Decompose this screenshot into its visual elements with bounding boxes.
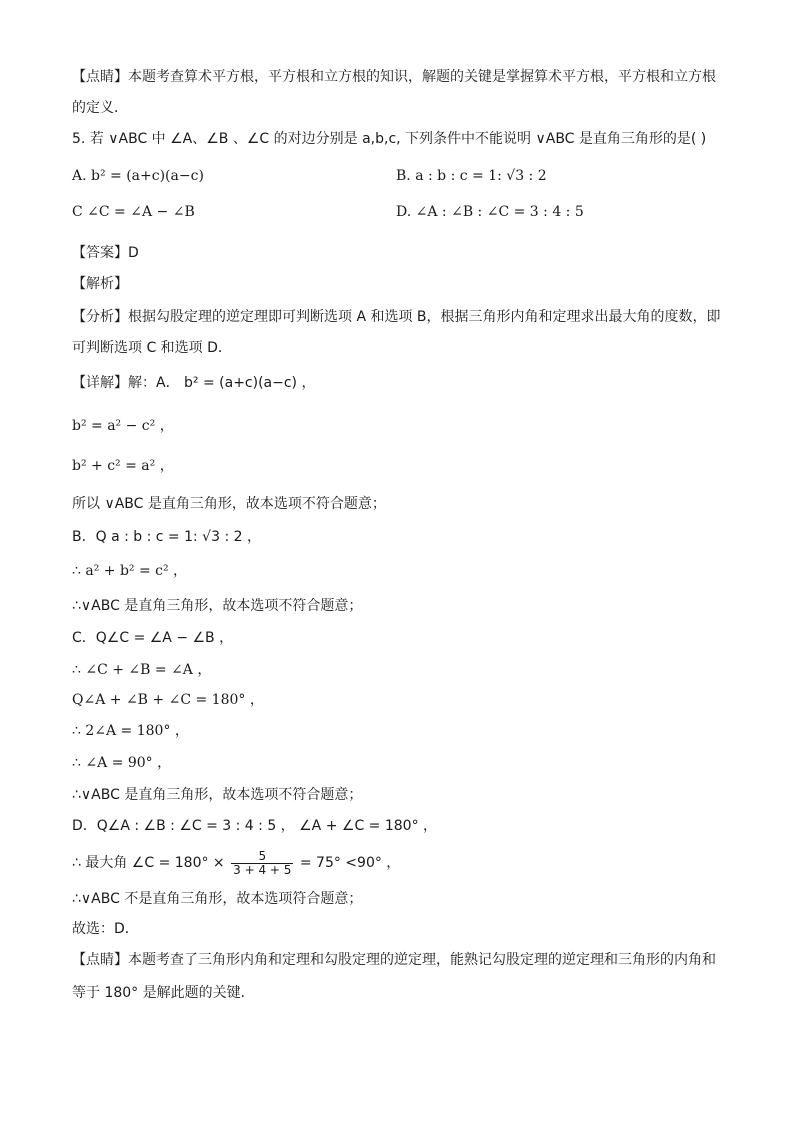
detail-line-17: 故选：D． [72,921,139,937]
detail-line-5: B．Q a : b : c = 1: √3 : 2 ， [72,529,261,545]
detail-line-8: C．Q∠C = ∠A − ∠B ， [72,630,234,646]
option-c: C ∠C = ∠A − ∠B [72,204,195,220]
detail-line-9: ∴ ∠C + ∠B = ∠A ， [72,662,212,678]
detail-line-16: ∴∨ABC 不是直角三角形，故本选项符合题意； [72,891,363,907]
max-angle-prefix: ∴ 最大角 ∠C = 180° × [72,855,225,871]
detail-line-1: 【详解】解：A． b² = (a+c)(a−c) ， [72,375,316,391]
prev-comment-line-2: 的定义． [72,100,128,116]
max-angle-result: = 75° <90° ， [299,855,401,871]
analysis-title: 【解析】 [72,276,128,292]
detail-line-3: b² + c² = a² ， [72,458,174,474]
fenxi-line-2: 可判断选项 C 和选项 D． [72,340,232,356]
option-a: A. b² = (a+c)(a−c) [72,168,204,184]
detail-line-15 [72,846,400,880]
detail-line-2: b² = a² − c² ， [72,418,174,434]
option-b: B. a : b : c = 1: √3 : 2 [396,168,547,184]
detail-line-6: ∴ a² + b² = c² ， [72,563,188,579]
detail-line-10: Q∠A + ∠B + ∠C = 180° ， [72,692,264,708]
detail-line-12: ∴ ∠A = 90° ， [72,755,172,771]
prev-comment-line-1: 【点睛】本题考查算术平方根，平方根和立方根的知识，解题的关键是掌握算术平方根，平方根和立方根 [72,69,716,85]
detail-line-11: ∴ 2∠A = 180° ， [72,723,189,739]
dianjing-line-2: 等于 180° 是解此题的关键． [72,985,255,1001]
fenxi-line-1: 【分析】根据勾股定理的逆定理即可判断选项 A 和选项 B，根据三角形内角和定理求出最大角的度数，即 [72,309,721,325]
detail-line-13: ∴∨ABC 是直角三角形，故本选项不符合题意； [72,787,363,803]
answer-line: 【答案】D [72,245,139,261]
option-d: D. ∠A : ∠B : ∠C = 3 : 4 : 5 [396,204,584,220]
question-stem: 5. 若 ∨ABC 中 ∠A、∠B 、∠C 的对边分别是 a,b,c, 下列条件中不能说明 ∨ABC 是直角三角形的是( ) [72,131,707,147]
fraction-denominator: 3 + 4 + 5 [233,862,292,877]
fraction [231,850,293,877]
detail-line-14: D．Q∠A : ∠B : ∠C = 3 : 4 : 5 ， ∠A + ∠C = 180° ， [72,818,438,834]
detail-line-7: ∴∨ABC 是直角三角形，故本选项不符合题意； [72,598,363,614]
detail-line-4: 所以 ∨ABC 是直角三角形，故本选项不符合题意； [72,496,386,512]
dianjing-line-1: 【点睛】本题考查了三角形内角和定理和勾股定理的逆定理，能熟记勾股定理的逆定理和三角形的内角和 [72,952,716,968]
fraction-numerator: 5 [231,850,293,864]
